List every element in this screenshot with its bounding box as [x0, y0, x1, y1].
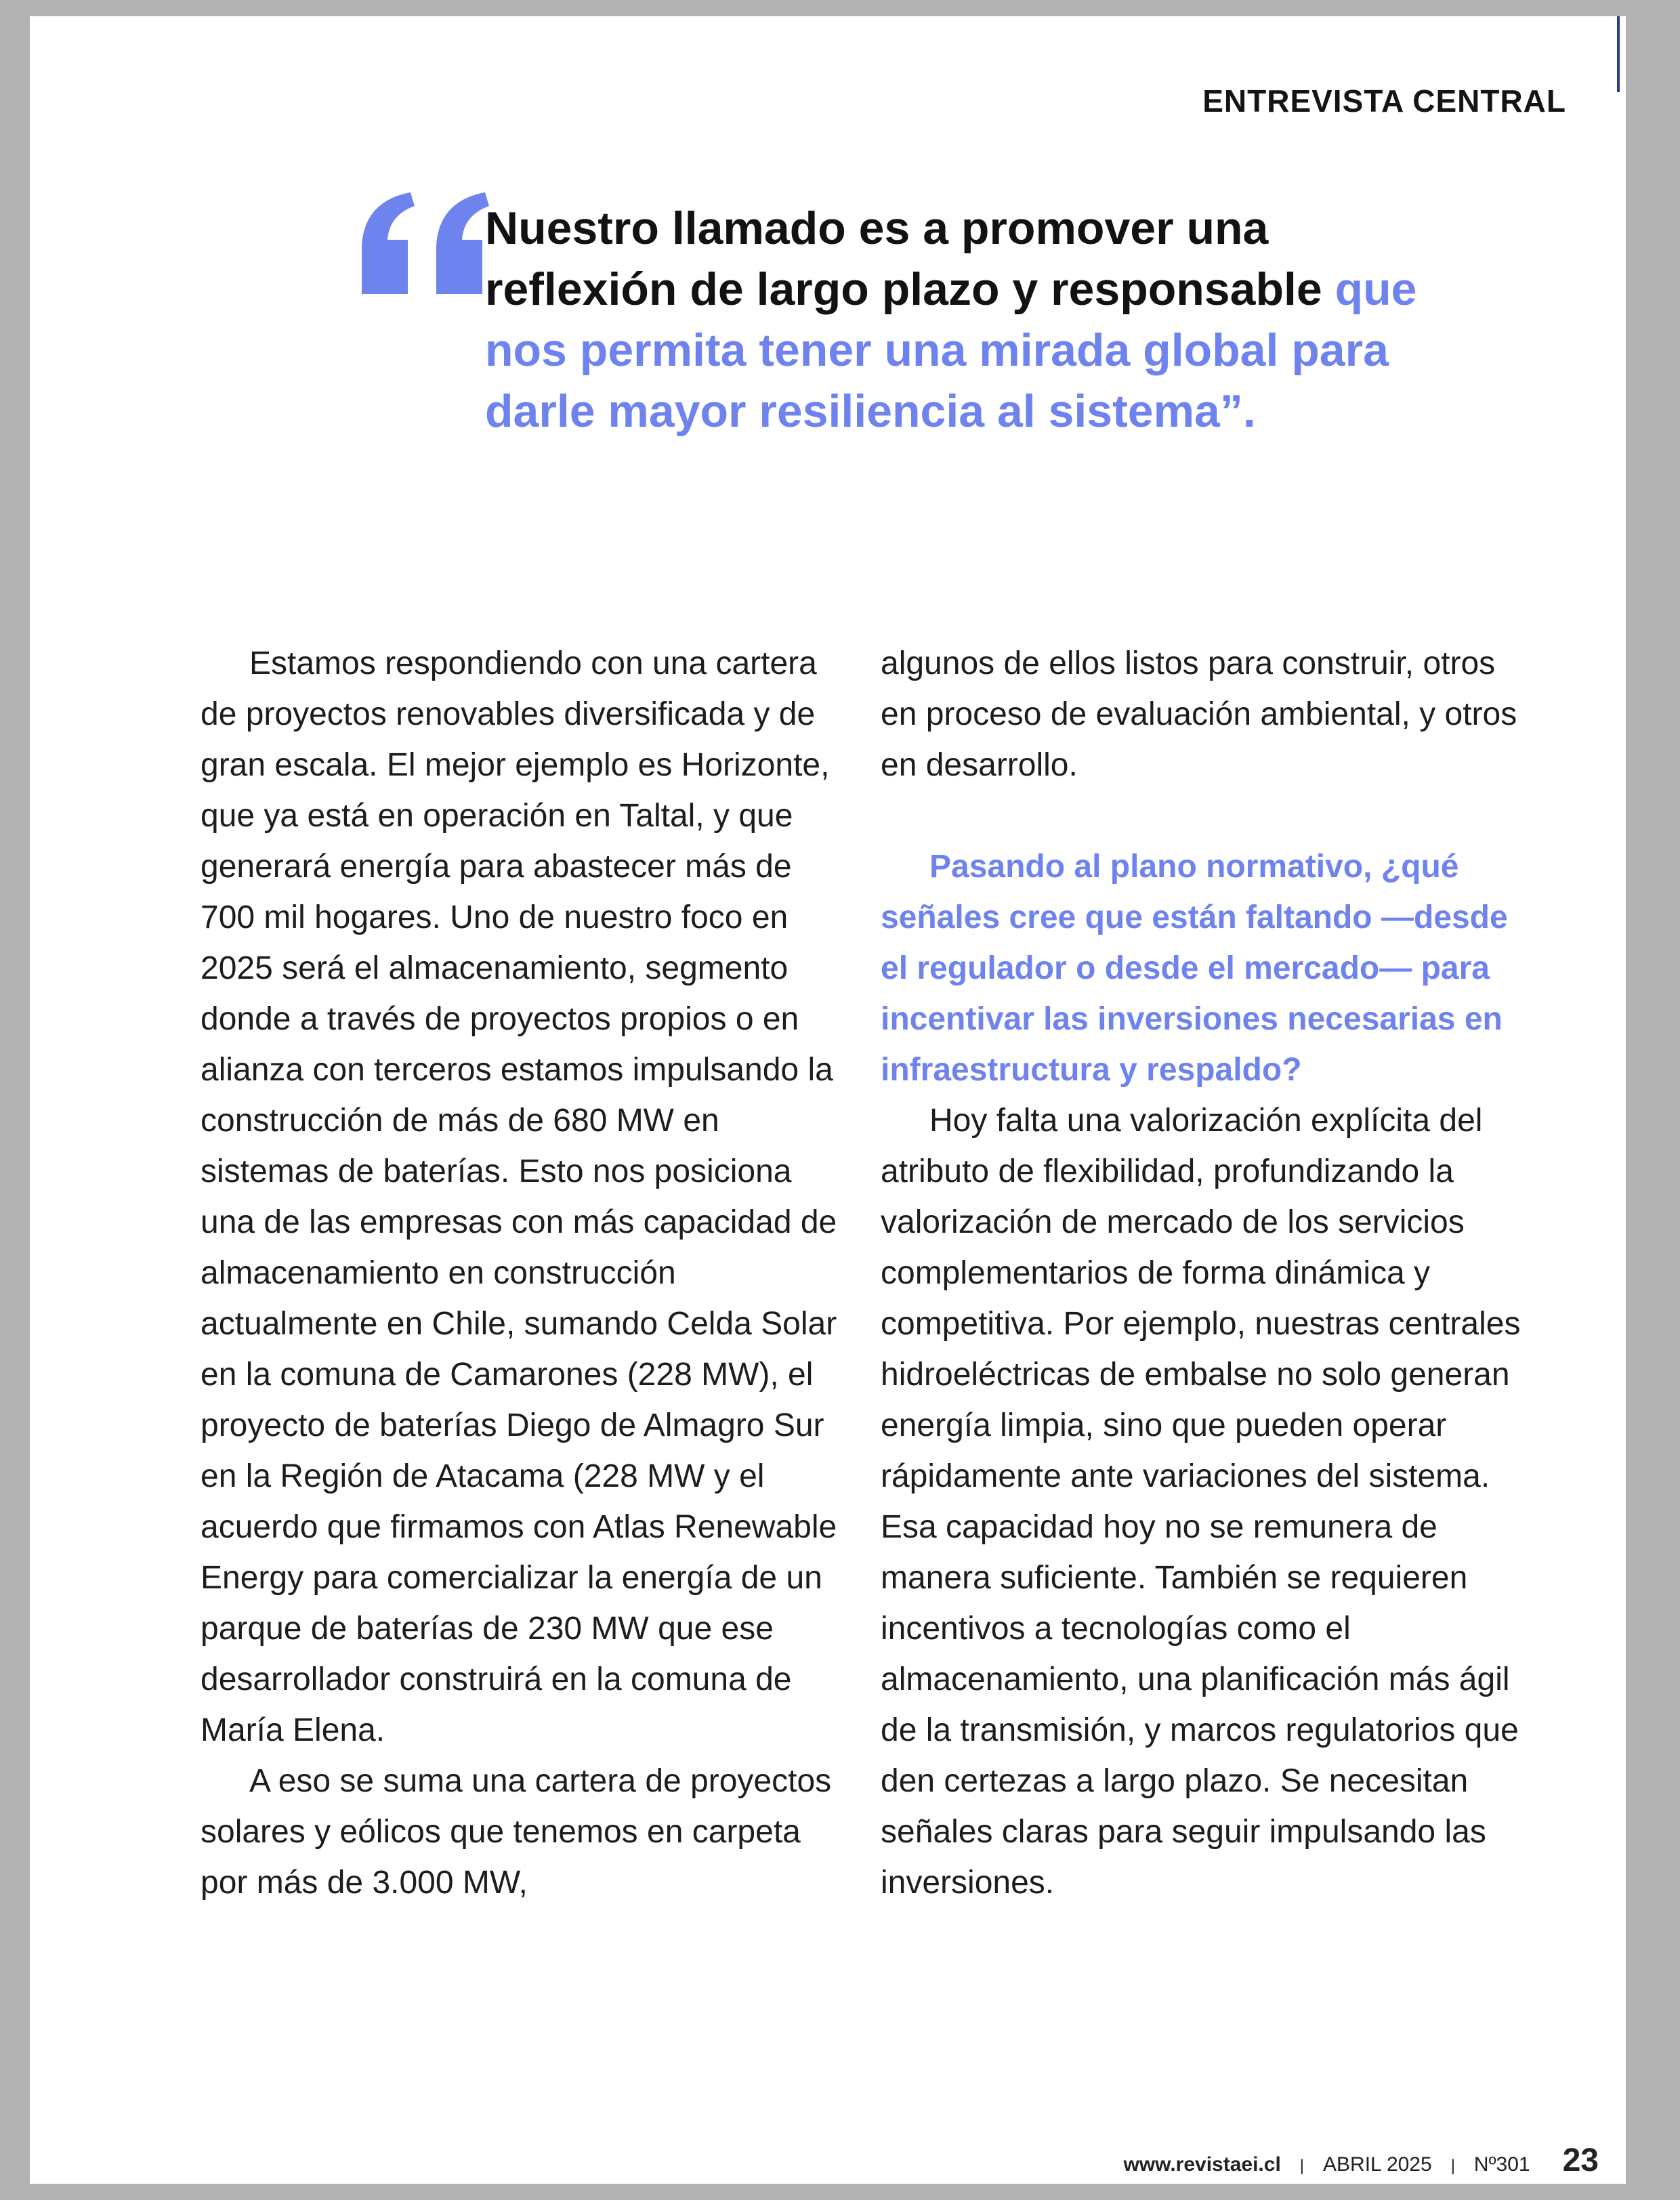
- page-number: 23: [1562, 2142, 1599, 2178]
- body-paragraph: Estamos respondiendo con una cartera de proyectos renovables diversificada y de gran escala. El mejor ejemplo es Horizonte, que ya está en operación en Taltal, y que generará energía para abastecer más de 700 mil hogares. Uno de nuestro foco en 2025 será el almacenamiento, segmento donde a través de proyectos propios o en alianza con terceros estamos impulsando la construcción de más de 680 MW en sistemas de baterías. Esto nos posiciona una de las empresas con más capacidad de almacenamiento en construcción actualmente en Chile, sumando Celda Solar en la comuna de Camarones (228 MW), el proyecto de baterías Diego de Almagro Sur en la Región de Atacama (228 MW y el acuerdo que firmamos con Atlas Renewable Energy para comercializar la energía de un parque de baterías de 230 MW que ese desarrollador construirá en la comuna de María Elena.: [201, 646, 837, 1748]
- pull-quote-main: Nuestro llamado es a promover una reflexión de largo plazo y responsable: [485, 203, 1335, 315]
- column-right: [881, 638, 1531, 1908]
- footer-separator: |: [1299, 2157, 1305, 2175]
- pull-quote: [485, 198, 1433, 442]
- footer-date: ABRIL 2025: [1323, 2153, 1432, 2176]
- footer-issue: Nº301: [1473, 2153, 1530, 2176]
- quote-mark-icon: [335, 179, 504, 335]
- interview-question: Pasando al plano normativo, ¿qué señales cree que están faltando —desde el regulador o desde el mercado— para incentivar las inversiones necesarias en infraestructura y respaldo?: [881, 849, 1508, 1088]
- top-rule: [1617, 16, 1620, 92]
- magazine-page: [30, 16, 1626, 2184]
- section-header: ENTREVISTA CENTRAL: [1202, 83, 1566, 119]
- footer-url[interactable]: www.revistaei.cl: [1123, 2153, 1281, 2176]
- footer-separator: |: [1450, 2157, 1455, 2175]
- body-paragraph: algunos de ellos listos para construir, otros en proceso de evaluación ambiental, y otros en desarrollo.: [881, 646, 1517, 783]
- page-footer: [1123, 2142, 1599, 2179]
- body-paragraph: A eso se suma una cartera de proyectos solares y eólicos que tenemos en carpeta por más de 3.000 MW,: [201, 1763, 832, 1901]
- column-left: [201, 638, 851, 1908]
- pull-quote-highlight: que nos permita tener una mirada global para darle mayor resiliencia al sistema”.: [485, 263, 1417, 437]
- body-paragraph: Hoy falta una valorización explícita del atributo de flexibilidad, profundizando la valorización de mercado de los servicios complementarios de forma dinámica y competitiva. Por ejemplo, nuestras centrales hidroeléctricas de embalse no solo generan energía limpia, sino que pueden operar rápidamente ante variaciones del sistema. Esa capacidad hoy no se remunera de manera suficiente. También se requieren incentivos a tecnologías como el almacenamiento, una planificación más ágil de la transmisión, y marcos regulatorios que den certezas a largo plazo. Se necesitan señales claras para seguir impulsando las inversiones.: [881, 1103, 1521, 1901]
